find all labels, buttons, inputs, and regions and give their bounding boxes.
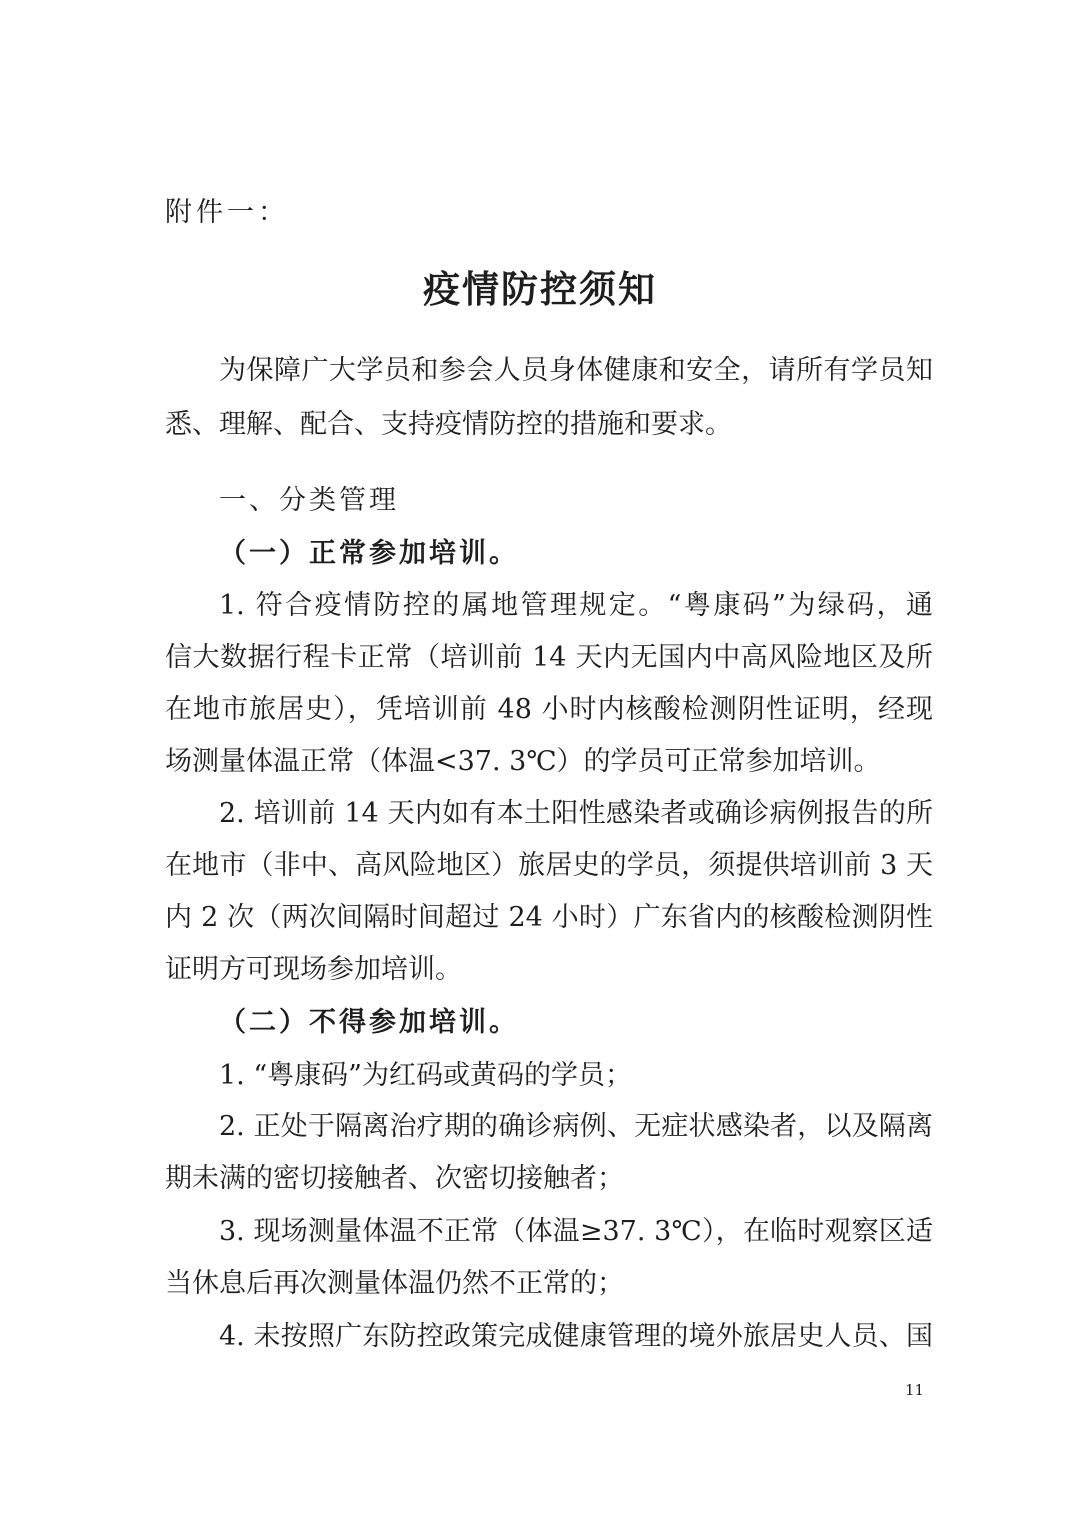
paragraph-line: 当休息后再次测量体温仍然不正常的； <box>165 1268 624 1299</box>
paragraph-line: 期未满的密切接触者、次密切接触者； <box>165 1163 624 1194</box>
paragraph-line: 在地市旅居史），凭培训前 48 小时内核酸检测阴性证明，经现 <box>165 694 933 725</box>
paragraph-line: 在地市（非中、高风险地区）旅居史的学员，须提供培训前 3 天 <box>165 850 933 881</box>
paragraph-line: 3. 现场测量体温不正常（体温≥37. 3℃），在临时观察区适 <box>219 1216 933 1247</box>
annex-label: 附件一： <box>165 197 289 228</box>
paragraph-line: 信大数据行程卡正常（培训前 14 天内无国内中高风险地区及所 <box>165 642 933 673</box>
intro-line-1: 为保障广大学员和参会人员身体健康和安全，请所有学员知 <box>219 355 933 386</box>
paragraph-line: 证明方可现场参加培训。 <box>165 954 462 985</box>
paragraph-line: 1. “粤康码”为红码或黄码的学员； <box>219 1060 632 1091</box>
paragraph-line: 2. 培训前 14 天内如有本土阳性感染者或确诊病例报告的所 <box>219 798 933 829</box>
paragraph-line: 内 2 次（两次间隔时间超过 24 小时）广东省内的核酸检测阴性 <box>165 902 933 933</box>
paragraph-line: 场测量体温正常（体温<37. 3℃）的学员可正常参加培训。 <box>165 746 881 777</box>
page-number: 11 <box>905 1381 925 1399</box>
paragraph-line: 2. 正处于隔离治疗期的确诊病例、无症状感染者，以及隔离 <box>219 1111 933 1142</box>
paragraph-line: 1. 符合疫情防控的属地管理规定。“粤康码”为绿码，通 <box>219 590 933 621</box>
subsection-heading-normal: （一）正常参加培训。 <box>219 538 519 569</box>
subsection-heading-excluded: （二）不得参加培训。 <box>219 1007 519 1038</box>
section-heading: 一、分类管理 <box>219 485 399 516</box>
paragraph-line: 4. 未按照广东防控政策完成健康管理的境外旅居史人员、国 <box>219 1321 933 1352</box>
intro-line-2: 悉、理解、配合、支持疫情防控的措施和要求。 <box>165 409 732 440</box>
page-title: 疫情防控须知 <box>423 268 657 311</box>
